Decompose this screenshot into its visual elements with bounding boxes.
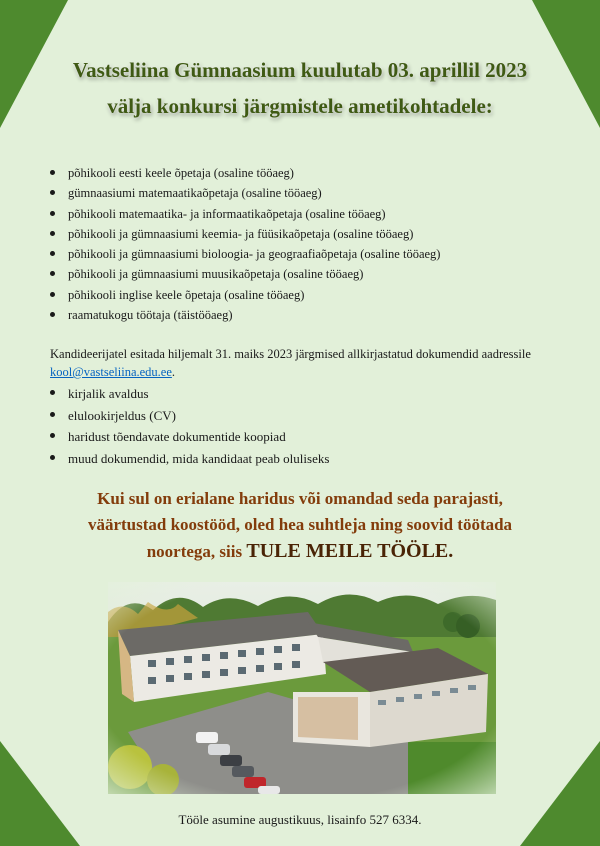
documents-list (50, 383, 329, 469)
page-title (0, 52, 600, 124)
position-item: raamatukogu töötaja (täistööaeg) (50, 305, 440, 325)
position-item: põhikooli eesti keele õpetaja (osaline tööaeg) (50, 163, 440, 183)
title-line-1: Vastseliina Gümnaasium kuulutab 03. aprillil 2023 (72, 58, 528, 82)
bullet-icon (50, 211, 55, 216)
document-item: elulookirjeldus (CV) (50, 405, 329, 427)
corner-decoration-bottom-right (520, 741, 600, 846)
cta-emphasis: TULE MEILE TÖÖLE. (246, 540, 454, 562)
cta-line-3: noortega, siis TULE MEILE TÖÖLE. (146, 540, 454, 562)
document-item: haridust tõendavate dokumentide koopiad (50, 426, 329, 448)
position-item: põhikooli matemaatika- ja informaatikaõpetaja (osaline tööaeg) (50, 204, 440, 224)
bullet-icon (50, 455, 55, 460)
document-item: kirjalik avaldus (50, 383, 329, 405)
bullet-icon (50, 433, 55, 438)
bullet-icon (50, 251, 55, 256)
bullet-icon (50, 292, 55, 297)
position-item: põhikooli ja gümnaasiumi muusikaõpetaja (osaline tööaeg) (50, 264, 440, 284)
positions-list (50, 163, 440, 325)
bullet-icon (50, 170, 55, 175)
bullet-icon (50, 190, 55, 195)
call-to-action (0, 486, 600, 565)
email-link[interactable]: kool@vastseliina.edu.ee (50, 365, 172, 379)
position-item: põhikooli ja gümnaasiumi keemia- ja füüsikaõpetaja (osaline tööaeg) (50, 224, 440, 244)
bullet-icon (50, 231, 55, 236)
document-item: muud dokumendid, mida kandidaat peab oluliseks (50, 448, 329, 470)
footer-info: Tööle asumine augustikuus, lisainfo 527 6334. (178, 812, 422, 827)
title-line-2: välja konkursi järgmistele ametikohtadele: (107, 94, 493, 118)
bullet-icon (50, 312, 55, 317)
corner-decoration-bottom-left (0, 741, 80, 846)
bullet-icon (50, 390, 55, 395)
instructions-text: Kandideerijatel esitada hiljemalt 31. maiks 2023 järgmised allkirjastatud dokumendid aadressile (50, 347, 531, 361)
cta-line-2: väärtustad koostööd, oled hea suhtleja ning soovid töötada (87, 515, 513, 534)
position-item: põhikooli ja gümnaasiumi bioloogia- ja geograafiaõpetaja (osaline tööaeg) (50, 244, 440, 264)
position-item: põhikooli inglise keele õpetaja (osaline tööaeg) (50, 285, 440, 305)
position-item: gümnaasiumi matemaatikaõpetaja (osaline tööaeg) (50, 183, 440, 203)
application-instructions: Kandideerijatel esitada hiljemalt 31. maiks 2023 järgmised allkirjastatud dokumendid aadressile kool@vastseliina.edu.ee. (50, 347, 531, 379)
cta-line-1: Kui sul on erialane haridus või omandad seda parajasti, (97, 489, 503, 508)
school-building-photo (108, 582, 496, 794)
bullet-icon (50, 271, 55, 276)
bullet-icon (50, 412, 55, 417)
